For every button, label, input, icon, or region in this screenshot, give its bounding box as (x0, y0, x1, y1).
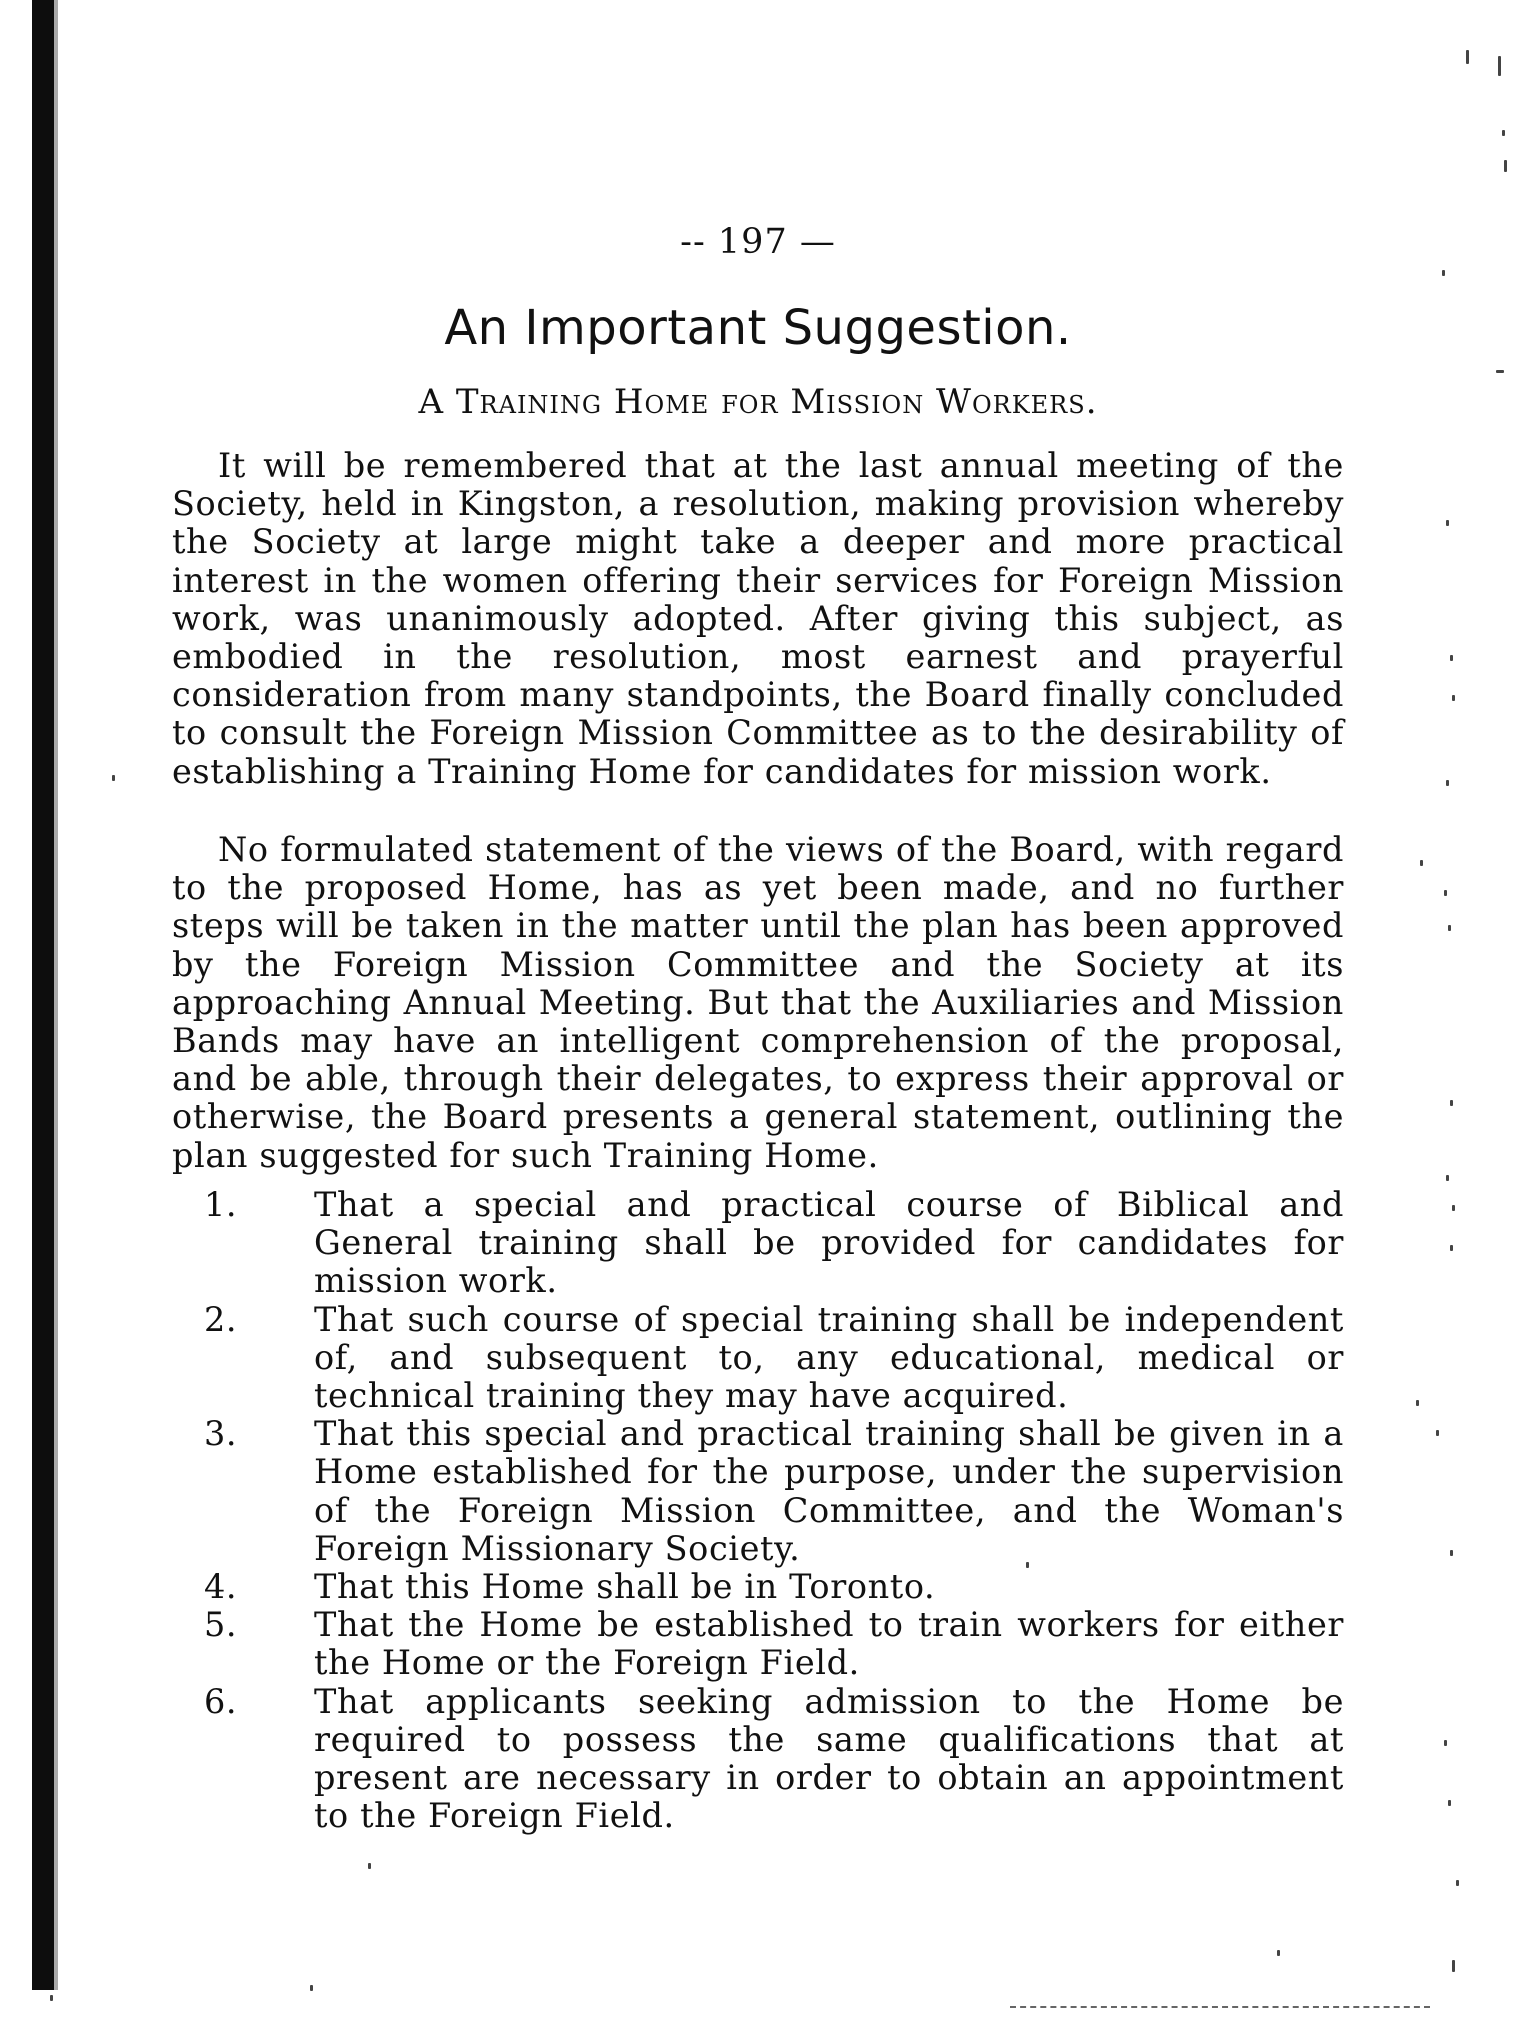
scan-speck (112, 775, 115, 781)
list-item-number: 2. (204, 1299, 238, 1339)
scan-speck (50, 1995, 53, 2001)
article-subtitle: A Training Home for Mission Workers. (418, 382, 1098, 422)
list-item (172, 1683, 1344, 1836)
list-item (172, 1301, 1344, 1416)
list-item-number: 1. (204, 1185, 238, 1224)
list-item-number: 4. (204, 1567, 238, 1607)
page-binding-edge (32, 0, 54, 1990)
list-item-text: That this special and practical training shall be given in a Home established for the purpose, under the supervision of the Foreign Mission Committee, and the Woman's Foreign Missionary Society. (314, 1414, 1344, 1568)
scan-speck (368, 1863, 371, 1869)
list-item-number: 5. (204, 1605, 238, 1645)
list-item-text: That applicants seeking admission to the Home be required to possess the same qualifications that at present are necessary in order to obtain an appointment to the Foreign Field. (314, 1681, 1344, 1836)
list-item-text: That the Home be established to train workers for either the Home or the Foreign Field. (314, 1605, 1344, 1683)
list-item (172, 1568, 1344, 1606)
list-item (172, 1186, 1344, 1301)
list-item (172, 1415, 1344, 1568)
paragraph-intro: It will be remembered that at the last annual meeting of the Society, held in Kingston, a resolution, making provision whereby the Society at large might take a deeper and more practical interest in the women offering their services for Foreign Mission work, was unanimously adopted. After giving this subject, as embodied in the resolution, most earnest and prayerful consideration from many standpoints, the Board finally concluded to consult the Foreign Mission Committee as to the desirability of establishing a Training Home for candidates for mission work. (172, 446, 1344, 791)
scan-speck (310, 1985, 313, 1991)
list-item-text: That such course of special training shall be independent of, and subsequent to, any educational, medical or technical training they may have acquired. (314, 1299, 1344, 1416)
scan-speck (1026, 1562, 1029, 1568)
scan-speck (1277, 1950, 1280, 1956)
list-item (172, 1606, 1344, 1682)
article-title: An Important Suggestion. (444, 300, 1072, 356)
list-item-text: That a special and practical course of Biblical and General training shall be provided for candidates for mission work. (314, 1185, 1344, 1301)
list-item-number: 6. (204, 1681, 238, 1721)
paragraph-statement: No formulated statement of the views of the Board, with regard to the proposed Home, has as yet been made, and no further steps will be taken in the matter until the plan has been approved by the Foreign Mission Committee and the Society at its approaching Annual Meeting. But that the Auxiliaries and Mission Bands may have an intelligent comprehension of the proposal, and be able, through their delegates, to express their approval or otherwise, the Board presents a general statement, outlining the plan suggested for such Training Home. (172, 830, 1344, 1175)
scan-bottom-rule (1010, 2006, 1430, 2008)
page-number: -- 197 — (680, 222, 836, 262)
list-item-text: That this Home shall be in Toronto. (314, 1567, 936, 1607)
scan-noise-margin (1406, 0, 1516, 2030)
proposal-list (172, 1186, 1344, 1835)
list-item-number: 3. (204, 1414, 238, 1454)
